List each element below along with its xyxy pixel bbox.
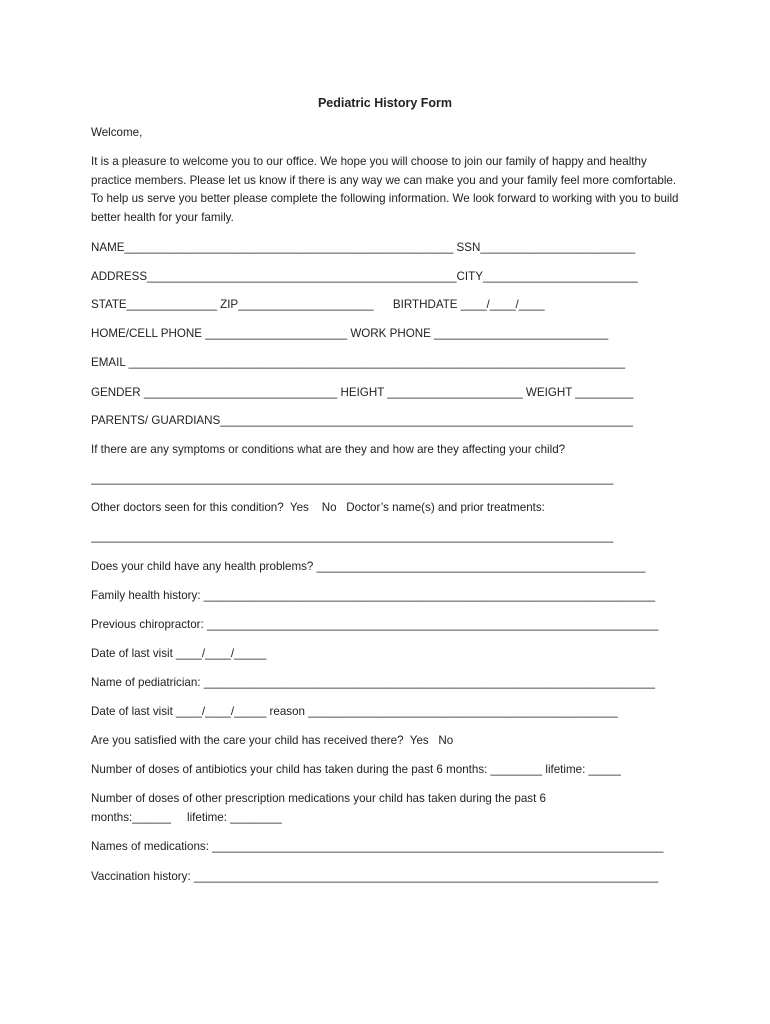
gender-height-weight-field[interactable]: GENDER ______________________________ HEIGHT _____________________ WEIGHT _________	[91, 386, 634, 399]
health-problems-field[interactable]: Does your child have any health problems? ___________________________________________________	[91, 560, 646, 573]
other-rx-doses-field[interactable]: months:______ lifetime: ________	[91, 811, 282, 824]
address-city-field[interactable]: ADDRESS________________________________________________CITY________________________	[91, 270, 638, 283]
other-rx-question: Number of doses of other prescription medications your child has taken during the past 6	[91, 792, 546, 805]
antibiotics-doses-field[interactable]: Number of doses of antibiotics your child has taken during the past 6 months: ________ lifetime: _____	[91, 763, 621, 776]
previous-chiropractor-field[interactable]: Previous chiropractor: ______________________________________________________________________	[91, 618, 659, 631]
email-field[interactable]: EMAIL _____________________________________________________________________________	[91, 356, 626, 369]
pediatrician-name-field[interactable]: Name of pediatrician: ______________________________________________________________________	[91, 676, 656, 689]
family-history-field[interactable]: Family health history: ______________________________________________________________________	[91, 589, 656, 602]
other-doctors-answer-line[interactable]: _________________________________________________________________________________	[91, 530, 614, 543]
intro-paragraph: It is a pleasure to welcome you to our office. We hope you will choose to join our family of happy and healthy practice members. Please let us know if there is any way we can make you and your family feel more comfortable. To help us serve you better please complete the following information. We look forward to working with you to build better health for your family.	[91, 155, 679, 224]
page-title: Pediatric History Form	[317, 96, 453, 110]
state-zip-birthdate-field[interactable]: STATE______________ ZIP_____________________ BIRTHDATE ____/____/____	[91, 298, 545, 311]
medication-names-field[interactable]: Names of medications: ______________________________________________________________________	[91, 840, 664, 853]
greeting: Welcome,	[91, 126, 143, 139]
parents-guardians-field[interactable]: PARENTS/ GUARDIANS________________________________________________________________	[91, 414, 633, 427]
other-doctors-question: Other doctors seen for this condition? Yes No Doctor’s name(s) and prior treatments:	[91, 501, 545, 514]
phone-fields[interactable]: HOME/CELL PHONE ______________________ WORK PHONE ___________________________	[91, 327, 609, 340]
pediatrician-last-visit-field[interactable]: Date of last visit ____/____/_____ reason ________________________________________________	[91, 705, 618, 718]
symptoms-question: If there are any symptoms or conditions what are they and how are they affecting your child?	[91, 443, 566, 456]
name-ssn-field[interactable]: NAME___________________________________________________ SSN________________________	[91, 241, 636, 254]
symptoms-answer-line[interactable]: _________________________________________________________________________________	[91, 472, 614, 485]
last-visit-date-field[interactable]: Date of last visit ____/____/_____	[91, 647, 267, 660]
satisfied-question[interactable]: Are you satisfied with the care your child has received there? Yes No	[91, 734, 454, 747]
vaccination-history-field[interactable]: Vaccination history: ________________________________________________________________________	[91, 870, 659, 883]
